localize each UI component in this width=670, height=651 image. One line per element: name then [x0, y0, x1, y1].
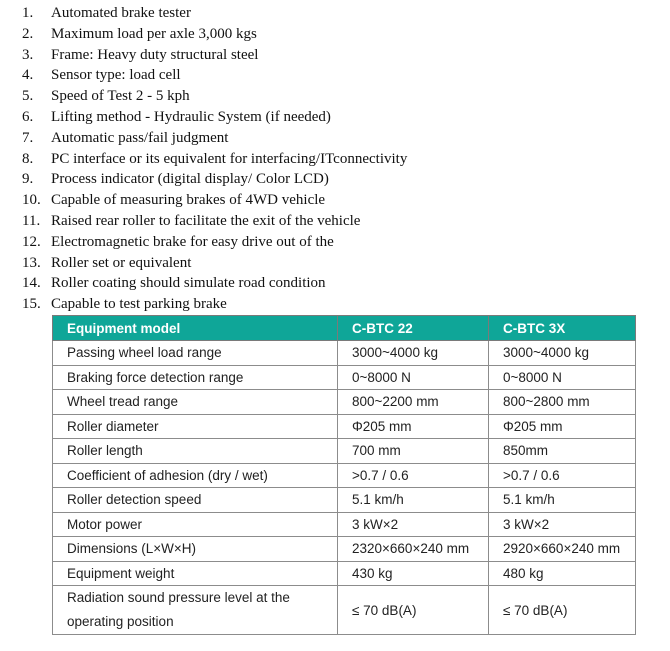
feature-text: Roller coating should simulate road condition: [51, 275, 326, 292]
row-label: Braking force detection range: [53, 365, 338, 390]
feature-text: Raised rear roller to facilitate the exit of the vehicle: [51, 212, 361, 229]
feature-text: Frame: Heavy duty structural steel: [51, 46, 259, 63]
feature-text: Roller set or equivalent: [51, 254, 192, 271]
row-value-c-btc-22: Φ205 mm: [338, 414, 489, 439]
table-row: [53, 439, 636, 464]
table-row: [53, 561, 636, 586]
row-value-c-btc-3x: Φ205 mm: [489, 414, 636, 439]
row-value-c-btc-3x: 480 kg: [489, 561, 636, 586]
row-value-c-btc-22: 0~8000 N: [338, 365, 489, 390]
row-value-c-btc-22: 800~2200 mm: [338, 390, 489, 415]
table-row: [53, 463, 636, 488]
row-label: Wheel tread range: [53, 390, 338, 415]
header-equipment-model: Equipment model: [53, 316, 338, 341]
row-value-c-btc-22: 430 kg: [338, 561, 489, 586]
row-value-c-btc-3x: 5.1 km/h: [489, 488, 636, 513]
row-value-c-btc-3x: 3 kW×2: [489, 512, 636, 537]
feature-number: 8.: [22, 150, 34, 167]
feature-text: Process indicator (digital display/ Color LCD): [51, 171, 329, 188]
row-value-c-btc-3x: 2920×660×240 mm: [489, 537, 636, 562]
spec-table: [52, 315, 636, 635]
row-label: Roller diameter: [53, 414, 338, 439]
feature-number: 13.: [22, 254, 41, 271]
feature-number: 11.: [22, 212, 41, 229]
table-row: [53, 341, 636, 366]
row-value-c-btc-3x: 850mm: [489, 439, 636, 464]
feature-text: Capable to test parking brake: [51, 296, 227, 313]
feature-number: 15.: [22, 296, 41, 313]
row-label-line2: operating position: [67, 614, 174, 629]
row-label: Passing wheel load range: [53, 341, 338, 366]
table-row: [53, 537, 636, 562]
feature-text: Capable of measuring brakes of 4WD vehicle: [51, 192, 326, 209]
feature-number: 5.: [22, 88, 34, 105]
row-value-c-btc-22: 3000~4000 kg: [338, 341, 489, 366]
row-value-c-btc-3x: 800~2800 mm: [489, 390, 636, 415]
feature-text: Lifting method - Hydraulic System (if needed): [51, 108, 331, 125]
row-value-c-btc-22: 3 kW×2: [338, 512, 489, 537]
feature-text: Speed of Test 2 - 5 kph: [51, 88, 190, 105]
feature-number: 10.: [22, 192, 41, 209]
table-row: [53, 414, 636, 439]
table-row: [53, 365, 636, 390]
feature-text: Electromagnetic brake for easy drive out of the: [51, 233, 334, 250]
row-value-c-btc-3x: >0.7 / 0.6: [489, 463, 636, 488]
feature-text: Automated brake tester: [51, 5, 191, 21]
feature-number: 7.: [22, 129, 34, 146]
feature-number: 3.: [22, 46, 34, 63]
feature-text: Sensor type: load cell: [51, 67, 181, 84]
table-header-row: [53, 316, 636, 341]
feature-number: 2.: [22, 25, 34, 42]
table-row-sound-pressure: [53, 586, 636, 635]
feature-number: 9.: [22, 171, 34, 188]
table-row: [53, 512, 636, 537]
feature-text: Maximum load per axle 3,000 kgs: [51, 25, 257, 42]
row-label: [53, 586, 338, 635]
feature-text: Automatic pass/fail judgment: [51, 129, 229, 146]
row-label: Roller detection speed: [53, 488, 338, 513]
row-value-c-btc-3x: ≤ 70 dB(A): [489, 586, 636, 635]
feature-number: 6.: [22, 108, 34, 125]
row-label: Roller length: [53, 439, 338, 464]
feature-number: 14.: [22, 275, 41, 292]
header-c-btc-22: C-BTC 22: [338, 316, 489, 341]
row-value-c-btc-22: >0.7 / 0.6: [338, 463, 489, 488]
feature-text: PC interface or its equivalent for interfacing/ITconnectivity: [51, 150, 408, 167]
row-value-c-btc-22: 5.1 km/h: [338, 488, 489, 513]
row-value-c-btc-22: 700 mm: [338, 439, 489, 464]
feature-number: 4.: [22, 67, 34, 84]
table-row: [53, 390, 636, 415]
row-label: Motor power: [53, 512, 338, 537]
row-value-c-btc-22: 2320×660×240 mm: [338, 537, 489, 562]
table-row: [53, 488, 636, 513]
row-value-c-btc-3x: 3000~4000 kg: [489, 341, 636, 366]
row-label: Coefficient of adhesion (dry / wet): [53, 463, 338, 488]
header-c-btc-3x: C-BTC 3X: [489, 316, 636, 341]
row-label: Dimensions (L×W×H): [53, 537, 338, 562]
feature-number: 12.: [22, 233, 41, 250]
row-value-c-btc-3x: 0~8000 N: [489, 365, 636, 390]
row-label-line1: Radiation sound pressure level at the: [67, 590, 290, 605]
row-value-c-btc-22: ≤ 70 dB(A): [338, 586, 489, 635]
row-label: Equipment weight: [53, 561, 338, 586]
feature-number: 1.: [22, 5, 34, 21]
